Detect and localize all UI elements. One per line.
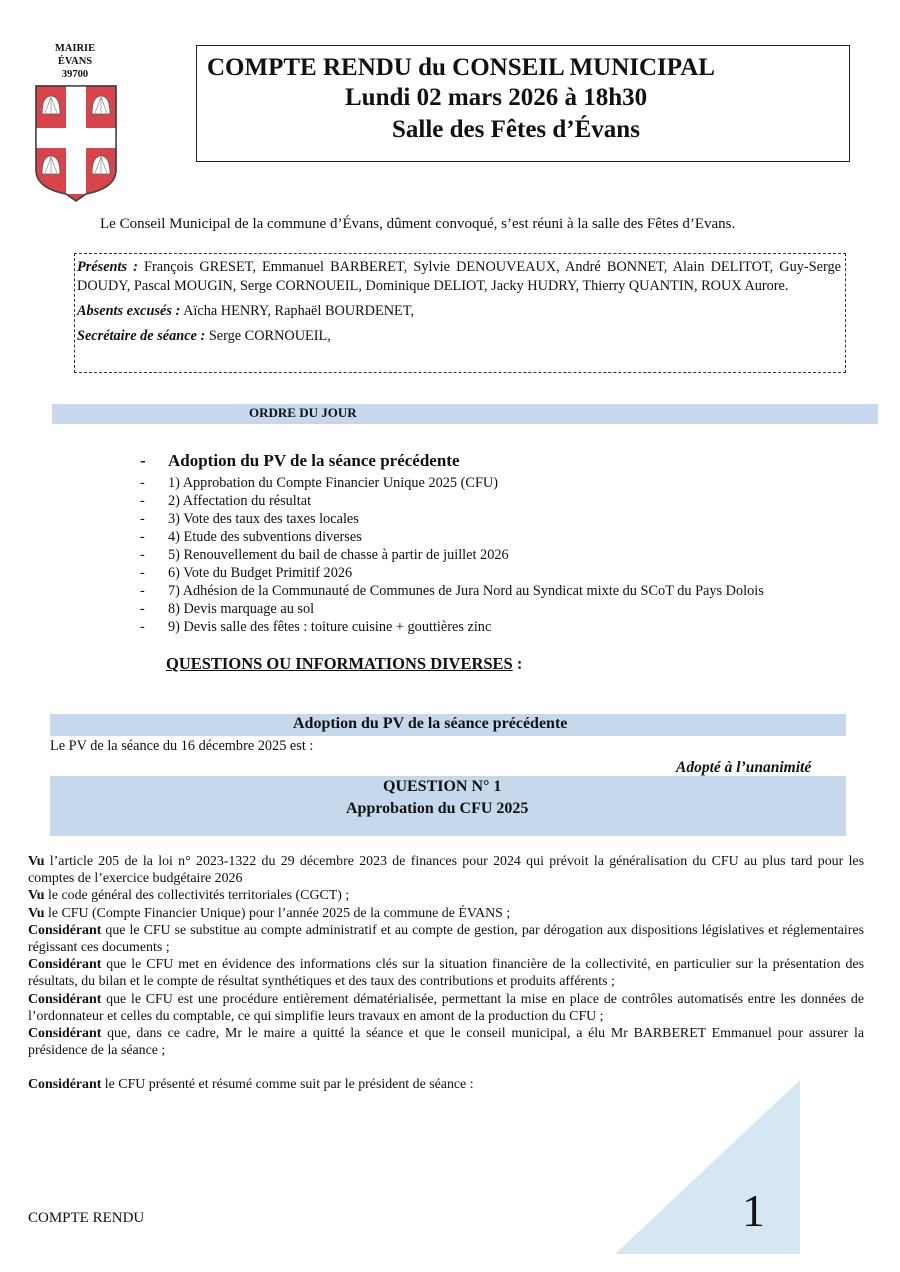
questions-diverses-label: QUESTIONS OU INFORMATIONS DIVERSES xyxy=(166,654,513,673)
question1-subheading: Approbation du CFU 2025 xyxy=(346,800,529,817)
mairie-line2: ÉVANS xyxy=(57,56,93,67)
intro-text: Le Conseil Municipal de la commune d’Évans, dûment convoqué, s’est réuni à la salle des Fêtes d’Evans. xyxy=(100,216,736,232)
body-paragraph: Considérant que le CFU se substitue au compte administratif et au compte de gestion, par dérogation aux dispositions législatives et réglementaires régissant ces documents ; xyxy=(28,922,864,956)
body-paragraph: Vu l’article 205 de la loi n° 2023-1322 du 29 décembre 2023 de finances pour 2024 qui prévoit la généralisation du CFU au plus tard pour les comptes de l’exercice budgétaire 2026 xyxy=(28,854,864,887)
secretary-label: Secrétaire de séance : xyxy=(77,328,206,344)
present-names: François GRESET, Emmanuel BARBERET, Sylvie DENOUVEAUX, André BONNET, Alain DELITOT, Guy-Serge DOUDY, Pascal MOUGIN, Serge CORNOUEIL, Dominique DELIOT, Jacky HUDRY, Thierry QUANTIN, ROUX Aurore. xyxy=(77,259,841,294)
questions-diverses-heading xyxy=(166,654,522,674)
page-corner-decoration xyxy=(615,1080,800,1254)
pv-heading: Adoption du PV de la séance précédente xyxy=(293,715,568,732)
pv-text: Le PV de la séance du 16 décembre 2025 est : xyxy=(50,738,314,754)
present-label: Présents : xyxy=(77,259,138,275)
question1-heading-bar xyxy=(50,776,846,836)
title-line3: Salle des Fêtes d’Évans xyxy=(392,116,640,143)
agenda-list xyxy=(140,450,860,636)
agenda-item: - Adoption du PV de la séance précédente xyxy=(140,451,460,470)
body-paragraph: Considérant que le CFU met en évidence des informations clés sur la situation financière de la collectivité, en particulier sur la présentation des résultats, du bilan et le compte de résultat synthétiques et des taux des contributions et produits afférents ; xyxy=(28,957,864,990)
coat-of-arms-icon xyxy=(34,84,118,202)
question1-heading: QUESTION N° 1 xyxy=(383,778,502,795)
agenda-heading: ORDRE DU JOUR xyxy=(249,405,357,420)
secretary-name: Serge CORNOUEIL, xyxy=(208,328,331,344)
agenda-item: - 2) Affectation du résultat xyxy=(140,493,312,509)
mairie-label xyxy=(40,42,110,81)
mairie-line3: 39700 xyxy=(61,69,89,80)
body-paragraph: Vu le CFU (Compte Financier Unique) pour l’année 2025 de la commune de ÉVANS ; xyxy=(28,905,511,921)
body-paragraph: Vu le code général des collectivités territoriales (CGCT) ; xyxy=(28,888,350,904)
title-line1: COMPTE RENDU du CONSEIL MUNICIPAL xyxy=(207,54,715,81)
title-line2: Lundi 02 mars 2026 à 18h30 xyxy=(345,84,648,111)
absent-names: Aïcha HENRY, Raphaël BOURDENET, xyxy=(183,303,415,319)
question1-body xyxy=(28,853,864,1094)
agenda-item: - 7) Adhésion de la Communauté de Communes de Jura Nord au Syndicat mixte du SCoT du Pays Dolois xyxy=(140,583,764,599)
agenda-item: - 6) Vote du Budget Primitif 2026 xyxy=(140,565,353,581)
body-paragraph: Considérant que, dans ce cadre, Mr le maire a quitté la séance et que le conseil municipal, a élu Mr BARBERET Emmanuel pour assurer la présidence de la séance ; xyxy=(28,1026,864,1059)
pv-result: Adopté à l’unanimité xyxy=(676,759,812,776)
footer-label: COMPTE RENDU xyxy=(28,1210,145,1226)
agenda-item: - 3) Vote des taux des taxes locales xyxy=(140,511,359,527)
body-paragraph-last: Considérant le CFU présenté et résumé comme suit par le président de séance : xyxy=(28,1077,474,1093)
mairie-line1: MAIRIE xyxy=(54,43,96,54)
agenda-heading-bar xyxy=(52,404,878,424)
body-paragraph: Considérant que le CFU est une procédure entièrement dématérialisée, permettant la mise en place de contrôles automatisés entre les données de l’ordonnateur et celles du comptable, ce qui simplifie leurs travaux en amont de la production du CFU ; xyxy=(28,991,864,1024)
absent-label: Absents excusés : xyxy=(77,303,181,319)
page-number: 1 xyxy=(742,1185,765,1236)
agenda-item: - 9) Devis salle des fêtes : toiture cuisine + gouttières zinc xyxy=(140,619,492,635)
absent-paragraph xyxy=(77,302,841,321)
agenda-item: - 4) Etude des subventions diverses xyxy=(140,529,362,545)
questions-diverses-suffix: : xyxy=(512,654,523,673)
agenda-item: - 8) Devis marquage au sol xyxy=(140,601,315,617)
pv-heading-bar xyxy=(50,714,846,736)
secretary-paragraph xyxy=(77,327,841,346)
title-box xyxy=(196,45,850,162)
agenda-item: - 1) Approbation du Compte Financier Unique 2025 (CFU) xyxy=(140,475,498,491)
present-paragraph xyxy=(77,258,841,296)
attendance-box xyxy=(74,253,846,373)
agenda-item: - 5) Renouvellement du bail de chasse à partir de juillet 2026 xyxy=(140,547,509,563)
